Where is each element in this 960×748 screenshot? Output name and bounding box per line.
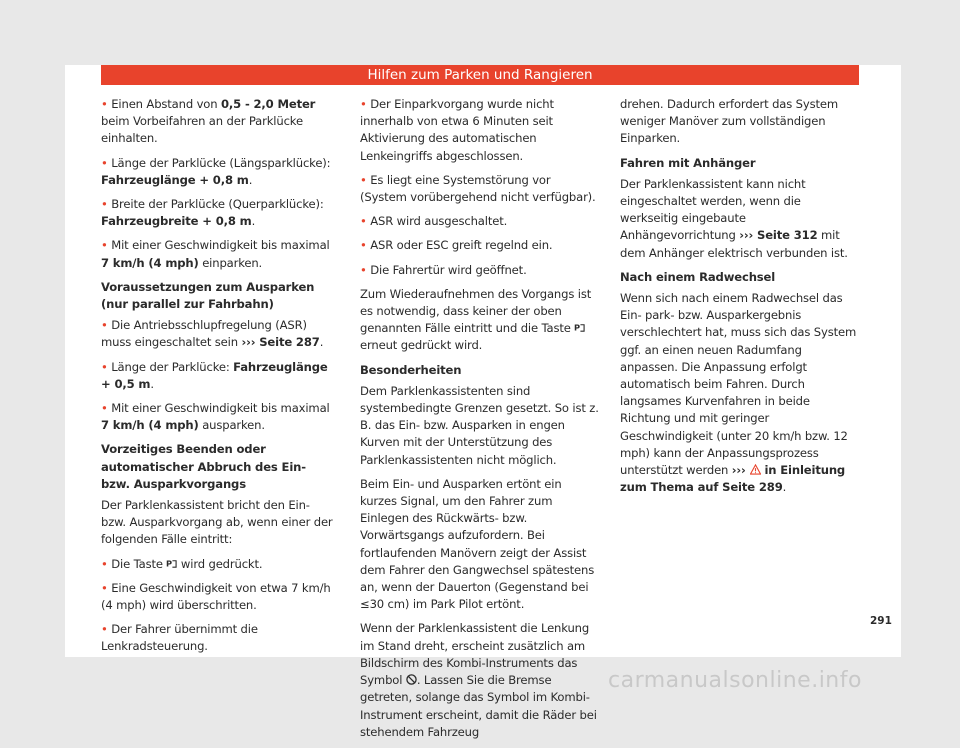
list-item: • ASR wird ausgeschaltet. <box>360 214 508 229</box>
section-heading: Vorzeitiges Beenden oder automatischer Abbruch des Ein- bzw. Ausparkvorgangs <box>101 442 306 491</box>
section-heading: Voraussetzungen zum Ausparken (nur parallel zur Fahrbahn) <box>101 279 315 312</box>
list-item: • Mit einer Geschwindigkeit bis maximal 7 km/h (4 mph) ausparken. <box>101 401 330 433</box>
svg-text:P: P <box>166 557 173 568</box>
column-2 <box>360 96 600 748</box>
list-item: • Der Fahrer übernimmt die Lenkradsteuerung. <box>101 622 258 654</box>
warning-icon <box>750 464 761 475</box>
section-heading: Besonderheiten <box>360 362 462 377</box>
list-item: • Die Antriebsschlupfregelung (ASR) muss eingeschaltet sein ››› Seite 287. <box>101 318 324 350</box>
page-link[interactable]: ››› Seite 312 <box>739 228 818 243</box>
list-item: • Mit einer Geschwindigkeit bis maximal 7 km/h (4 mph) einparken. <box>101 238 330 270</box>
section-heading: Fahren mit Anhänger <box>620 155 756 170</box>
watermark: carmanualsonline.info <box>608 668 862 693</box>
paragraph: Der Parklenkassistent bricht den Ein- bzw. Ausparkvorgang ab, wenn einer der folgenden Fälle eintritt: <box>101 498 333 547</box>
list-item: • Der Einparkvorgang wurde nicht innerhalb von etwa 6 Minuten seit Aktivierung des automatischen Lenkeingriffs abgeschlossen. <box>360 97 554 163</box>
paragraph: Dem Parklenkassistenten sind systembedingte Grenzen gesetzt. So ist z. B. das Ein- bzw. Ausparken in engen Kurven mit der Unterstützung des Parklenkassistenten nicht möglich. <box>360 383 599 467</box>
page-link[interactable]: ››› Seite 287 <box>241 335 320 350</box>
list-item: • Eine Geschwindigkeit von etwa 7 km/h (4 mph) wird überschritten. <box>101 580 331 613</box>
page-number: 291 <box>870 615 892 627</box>
page-link[interactable]: in Einleitung zum Thema auf Seite 289 <box>620 463 846 495</box>
list-item: • Die Taste P wird gedrückt. <box>101 556 263 571</box>
list-item: • Einen Abstand von 0,5 - 2,0 Meter beim Vorbeifahren an der Parklücke einhalten. <box>101 97 316 146</box>
paragraph: drehen. Dadurch erfordert das System weniger Manöver zum vollständigen Einparken. <box>620 97 839 146</box>
section-heading: Nach einem Radwechsel <box>620 269 776 284</box>
list-item: • Es liegt eine Systemstörung vor (System vorübergehend nicht verfügbar). <box>360 172 596 205</box>
steering-wheel-icon <box>406 674 417 685</box>
page-header: Hilfen zum Parken und Rangieren <box>101 65 859 85</box>
column-3 <box>620 96 860 503</box>
paragraph: Zum Wiederaufnehmen des Vorgangs ist es notwendig, dass keiner der oben genannten Fälle eintritt und die Taste P erneut gedrückt wird. <box>360 286 592 353</box>
list-item: • Länge der Parklücke (Längsparklücke): Fahrzeuglänge + 0,8 m. <box>101 155 331 187</box>
paragraph: Wenn sich nach einem Radwechsel das Ein- park- bzw. Ausparkergebnis verschlechtert hat, muss sich das System ggf. an einen neuen Radumfang anpassen. Die Anpassung erfolgt automatisch beim Fahren. Durch langsames Kurvenfahren in beide Richtung und mit geringer Geschwindigkeit (unter 20 km/h bzw. 12 mph) kann der Anpassungsprozess unterstützt werden ››› in Einleitung zum Thema auf Seite 289. <box>620 291 857 495</box>
list-item: • Die Fahrertür wird geöffnet. <box>360 262 527 277</box>
park-assist-button-icon <box>166 558 177 569</box>
list-item: • ASR oder ESC greift regelnd ein. <box>360 238 553 253</box>
park-assist-button-icon <box>574 322 585 333</box>
list-item: • Breite der Parklücke (Querparklücke): Fahrzeugbreite + 0,8 m. <box>101 197 324 229</box>
paragraph: Beim Ein- und Ausparken ertönt ein kurzes Signal, um den Fahrer zum Einlegen des Rückwärts- bzw. Vorwärtsgangs aufzufordern. Bei fortlaufenden Manövern zeigt der Assist dem Fahrer den Gangwechsel spätestens an, wenn der Dauerton (Gegenstand bei ≤30 cm) im Park Pilot ertönt. <box>360 476 595 612</box>
paragraph: Wenn der Parklenkassistent die Lenkung im Stand dreht, erscheint zusätzlich am Bildschirm des Kombi-Instruments das Symbol . Lassen Sie die Bremse getreten, solange das Symbol im Kombi-Instrument erscheint, damit die Räder bei stehendem Fahrzeug <box>360 621 597 739</box>
column-1 <box>101 96 337 663</box>
paragraph: Der Parklenkassistent kann nicht eingeschaltet werden, wenn die werkseitig eingebaute Anhängevorrichtung ››› Seite 312 mit dem Anhänger elektrisch verbunden ist. <box>620 176 848 260</box>
svg-text:P: P <box>574 322 581 333</box>
list-item: • Länge der Parklücke: Fahrzeuglänge + 0,5 m. <box>101 359 328 391</box>
